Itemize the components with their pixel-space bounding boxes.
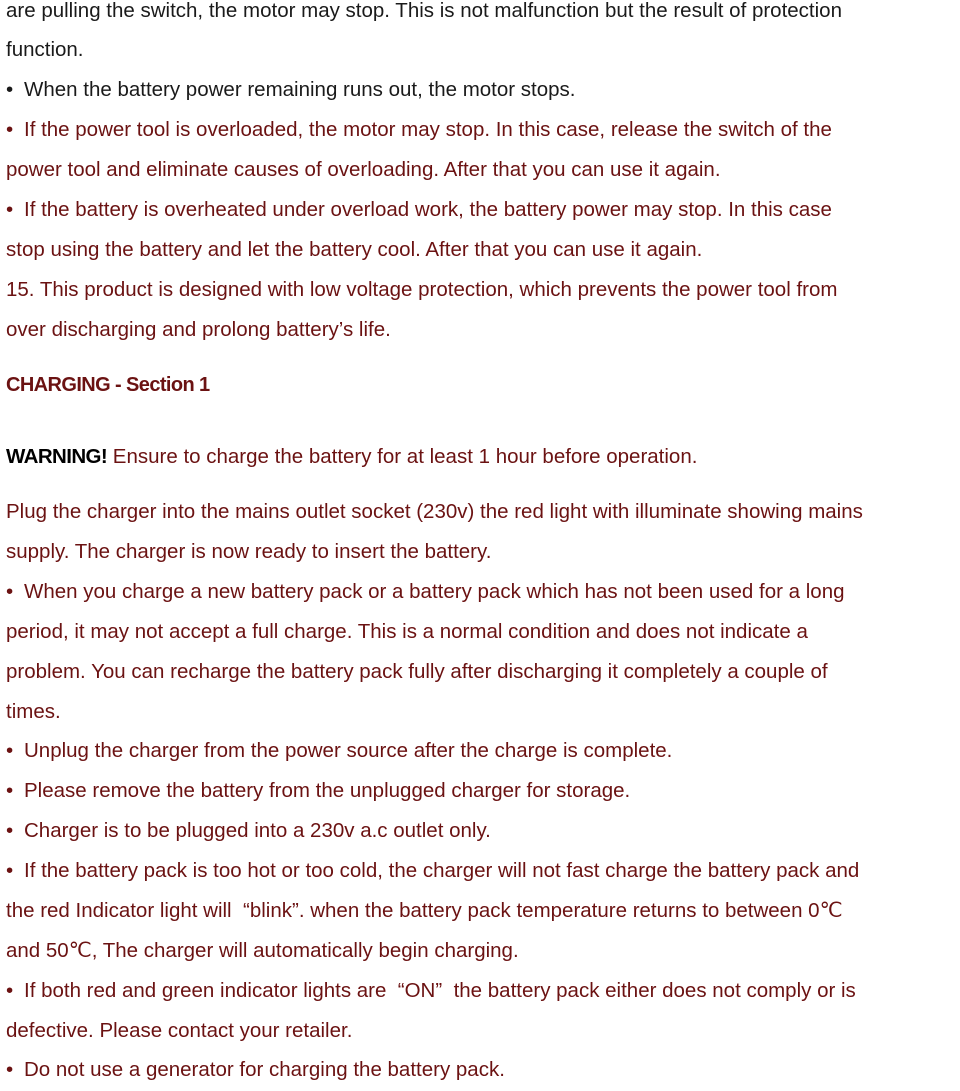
bullet-marker: • [6, 1058, 14, 1081]
bullet-new-pack [6, 579, 845, 605]
bullet-text: Charger is to be plugged into a 230v a.c outlet only. [24, 819, 491, 842]
bullet-text: Unplug the charger from the power source after the charge is complete. [24, 739, 673, 762]
bullet-temperature [6, 858, 859, 884]
bullet-text: If the battery is overheated under overload work, the battery power may stop. In this case [24, 198, 832, 221]
warning-line [6, 444, 697, 470]
intro-line-1: are pulling the switch, the motor may stop. This is not malfunction but the result of protection [6, 0, 842, 22]
bullet-marker: • [6, 739, 14, 762]
bullet-text: When you charge a new battery pack or a battery pack which has not been used for a long [24, 580, 845, 603]
temperature-line-3: and 50℃, The charger will automatically begin charging. [6, 939, 519, 962]
intro-line-2: function. [6, 38, 84, 61]
temperature-line-2: the red Indicator light will “blink”. when the battery pack temperature returns to between 0℃ [6, 899, 843, 922]
bullet-marker: • [6, 979, 14, 1002]
bullet-remove [6, 778, 630, 804]
overheat-line-2: stop using the battery and let the battery cool. After that you can use it again. [6, 238, 703, 261]
plug-line-2: supply. The charger is now ready to insert the battery. [6, 540, 492, 563]
bullet-text: If the battery pack is too hot or too cold, the charger will not fast charge the battery pack and [24, 859, 860, 882]
warning-label: WARNING! [6, 445, 108, 468]
new-pack-line-2: period, it may not accept a full charge. This is a normal condition and does not indicate a [6, 620, 808, 643]
bullet-both-lights [6, 978, 856, 1004]
bullet-generator [6, 1057, 505, 1083]
bullet-marker: • [6, 859, 14, 882]
both-lights-line-2: defective. Please contact your retailer. [6, 1019, 353, 1042]
bullet-text: If both red and green indicator lights are “ON” the battery pack either does not comply or is [24, 979, 856, 1002]
bullet-marker: • [6, 779, 14, 802]
plug-line-1: Plug the charger into the mains outlet socket (230v) the red light with illuminate showing mains [6, 500, 863, 523]
bullet-overload [6, 117, 832, 143]
bullet-unplug [6, 738, 672, 764]
bullet-marker: • [6, 78, 14, 101]
item-15-line-1: 15. This product is designed with low voltage protection, which prevents the power tool from [6, 278, 838, 301]
bullet-overheat [6, 197, 832, 223]
bullet-text: Please remove the battery from the unplugged charger for storage. [24, 779, 631, 802]
warning-text: Ensure to charge the battery for at least 1 hour before operation. [107, 445, 698, 468]
bullet-marker: • [6, 819, 14, 842]
bullet-battery-runs-out [6, 77, 576, 103]
bullet-marker: • [6, 198, 14, 221]
bullet-marker: • [6, 580, 14, 603]
bullet-marker: • [6, 118, 14, 141]
section-heading: CHARGING - Section 1 [6, 374, 210, 396]
new-pack-line-3: problem. You can recharge the battery pack fully after discharging it completely a couple of [6, 660, 828, 683]
bullet-text: If the power tool is overloaded, the motor may stop. In this case, release the switch of the [24, 118, 832, 141]
bullet-outlet [6, 818, 491, 844]
new-pack-line-4: times. [6, 700, 61, 723]
item-15-line-2: over discharging and prolong battery’s life. [6, 318, 391, 341]
bullet-text: When the battery power remaining runs out, the motor stops. [24, 78, 576, 101]
overload-line-2: power tool and eliminate causes of overloading. After that you can use it again. [6, 158, 721, 181]
bullet-text: Do not use a generator for charging the battery pack. [24, 1058, 505, 1081]
